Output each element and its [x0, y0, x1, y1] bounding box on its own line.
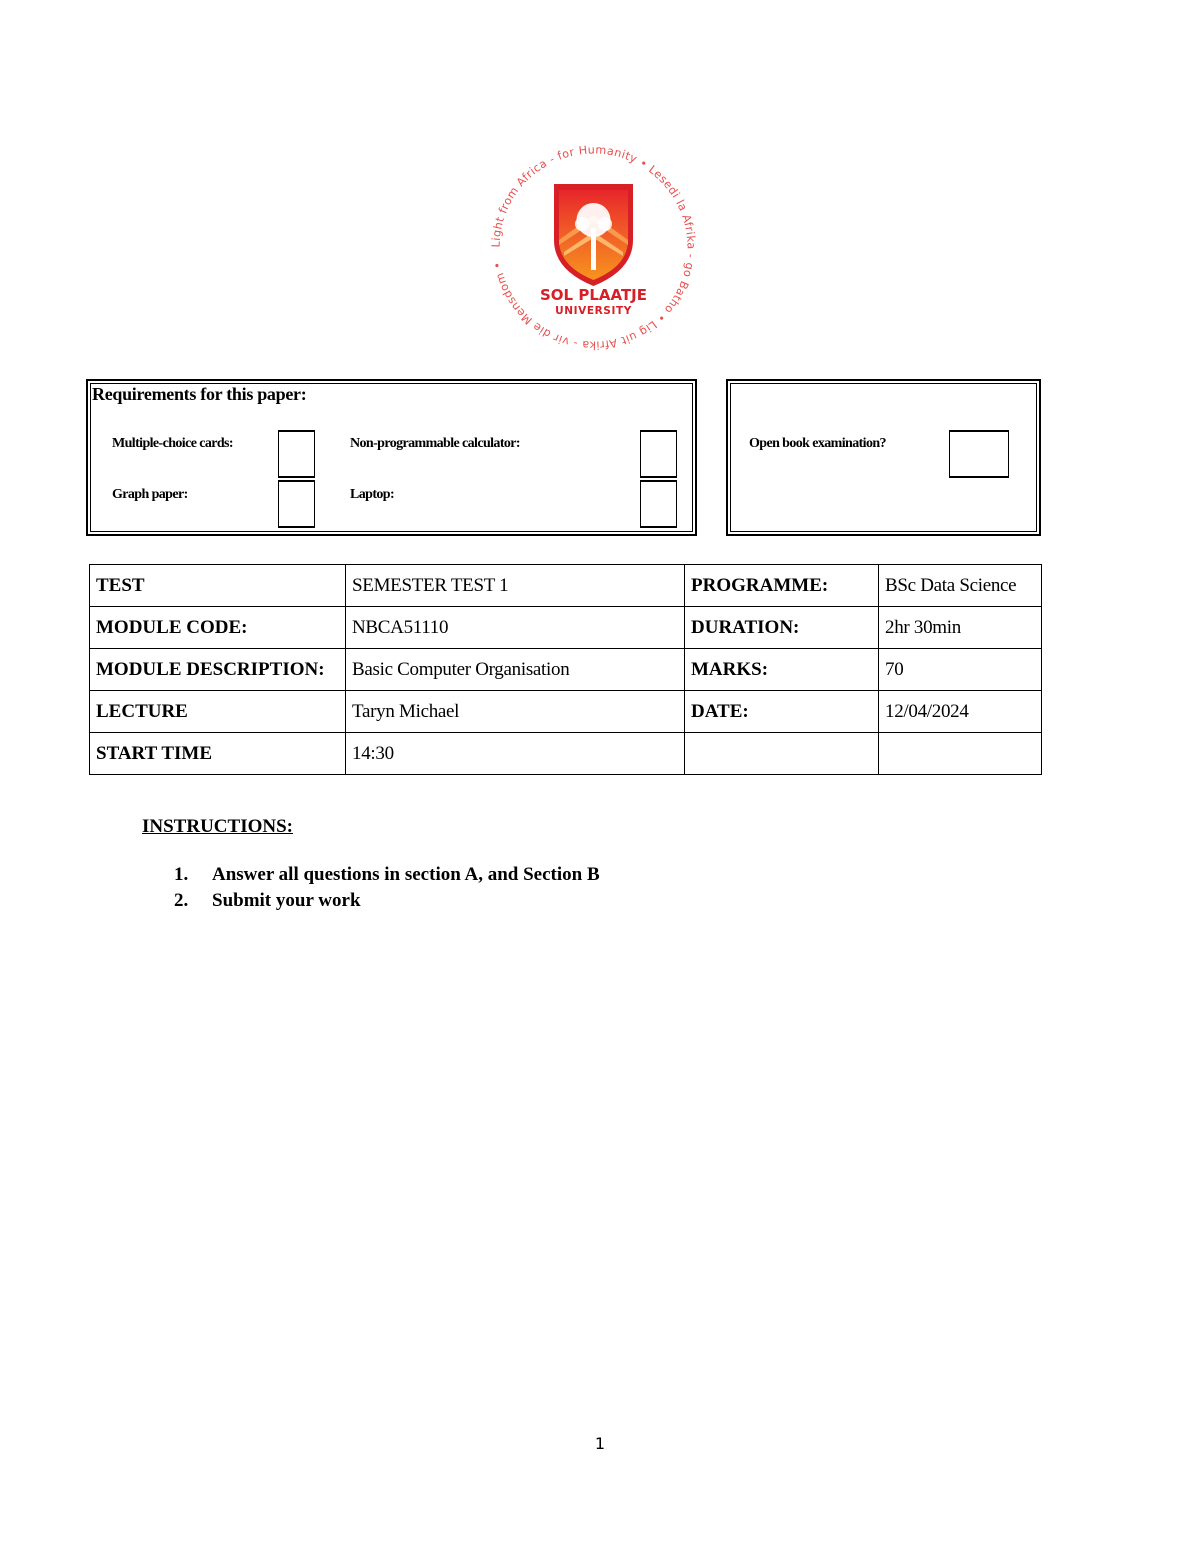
table-value-cell: 14:30	[346, 733, 685, 775]
test-info-table	[89, 564, 1042, 775]
table-value-cell: Taryn Michael	[346, 691, 685, 733]
requirements-title: Requirements for this paper:	[92, 384, 307, 404]
list-item-number: 1.	[174, 864, 189, 885]
table-label-cell: DATE:	[685, 691, 879, 733]
table-row	[90, 607, 1042, 649]
calculator-label: Non-programmable calculator:	[350, 436, 520, 451]
table-value-cell: 70	[879, 649, 1042, 691]
graph-paper-label: Graph paper:	[112, 487, 188, 502]
calculator-checkbox[interactable]	[640, 430, 677, 478]
table-label-cell: MODULE CODE:	[90, 607, 346, 649]
table-label-cell: DURATION:	[685, 607, 879, 649]
list-item	[174, 864, 600, 890]
table-label-cell: MODULE DESCRIPTION:	[90, 649, 346, 691]
list-item-number: 2.	[174, 890, 189, 911]
open-book-checkbox[interactable]	[949, 430, 1009, 478]
instructions-heading: INSTRUCTIONS:	[142, 816, 293, 837]
list-item-text: Submit your work	[212, 890, 361, 911]
graph-paper-checkbox[interactable]	[278, 480, 315, 528]
table-value-cell: Basic Computer Organisation	[346, 649, 685, 691]
laptop-checkbox[interactable]	[640, 480, 677, 528]
page-number: 1	[594, 1434, 606, 1453]
list-item-text: Answer all questions in section A, and Section B	[212, 864, 600, 885]
table-value-cell	[879, 733, 1042, 775]
open-book-label: Open book examination?	[749, 436, 886, 451]
table-value-cell: NBCA51110	[346, 607, 685, 649]
table-label-cell: START TIME	[90, 733, 346, 775]
table-label-cell: MARKS:	[685, 649, 879, 691]
table-label-cell: PROGRAMME:	[685, 565, 879, 607]
table-row	[90, 565, 1042, 607]
logo-name-line2: UNIVERSITY	[555, 305, 632, 317]
shield-icon	[554, 184, 633, 286]
table-label-cell: TEST	[90, 565, 346, 607]
logo-ring-text: Light from Africa - for Humanity • Lesedi la Afrika - go Batho • Lig uit Afrika - vir die Mensdom •	[489, 143, 698, 352]
table-label-cell: LECTURE	[90, 691, 346, 733]
multiple-choice-checkbox[interactable]	[278, 430, 315, 478]
table-row	[90, 649, 1042, 691]
list-item	[174, 890, 600, 916]
table-value-cell: 2hr 30min	[879, 607, 1042, 649]
table-value-cell: 12/04/2024	[879, 691, 1042, 733]
logo-name-line1: SOL PLAATJE	[540, 286, 647, 304]
multiple-choice-label: Multiple-choice cards:	[112, 436, 233, 451]
table-value-cell: BSc Data Science	[879, 565, 1042, 607]
table-row	[90, 733, 1042, 775]
table-label-cell	[685, 733, 879, 775]
table-value-cell: SEMESTER TEST 1	[346, 565, 685, 607]
instructions-list	[174, 864, 600, 916]
university-logo	[486, 140, 701, 355]
table-row	[90, 691, 1042, 733]
laptop-label: Laptop:	[350, 487, 395, 502]
